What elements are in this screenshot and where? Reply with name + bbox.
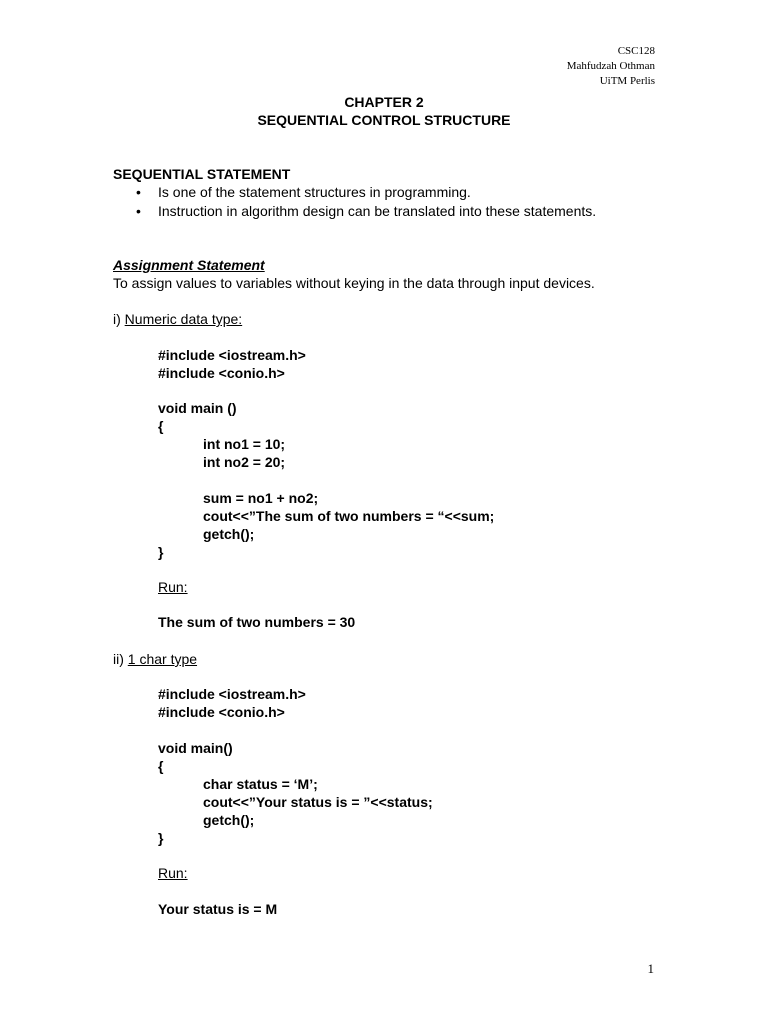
run-output: Your status is = M	[158, 901, 278, 917]
code-line: getch();	[203, 526, 255, 542]
run-label: Run:	[158, 579, 188, 595]
bullet-item: Instruction in algorithm design can be translated into these statements.	[158, 203, 597, 219]
code-line: {	[158, 418, 164, 434]
code-line: }	[158, 830, 164, 846]
example-2-title: 1 char type	[127, 651, 198, 667]
code-line: {	[158, 758, 164, 774]
example-2-prefix: ii)	[113, 651, 128, 667]
example-2-label	[113, 650, 197, 668]
code-line: cout<<”The sum of two numbers = “<<sum;	[203, 508, 495, 524]
example-1-prefix: i)	[113, 311, 125, 327]
chapter-number: CHAPTER 2	[344, 94, 424, 110]
code-line: #include <iostream.h>	[158, 347, 306, 363]
code-line: char status = ‘M’;	[203, 776, 318, 792]
author-name: Mahfudzah Othman	[566, 60, 655, 72]
code-line: getch();	[203, 812, 255, 828]
example-1-title: Numeric data type:	[124, 311, 243, 327]
example-1-label	[113, 310, 242, 328]
code-line: cout<<”Your status is = ”<<status;	[203, 794, 433, 810]
bullet-item: Is one of the statement structures in programming.	[158, 184, 471, 200]
page-header	[567, 44, 655, 89]
code-line: int no2 = 20;	[203, 454, 286, 470]
code-line: #include <iostream.h>	[158, 686, 306, 702]
run-label: Run:	[158, 865, 188, 881]
page-number: 1	[647, 961, 654, 976]
code-line: #include <conio.h>	[158, 365, 285, 381]
chapter-title: SEQUENTIAL CONTROL STRUCTURE	[257, 112, 511, 128]
code-line: void main ()	[158, 400, 237, 416]
code-line: #include <conio.h>	[158, 704, 285, 720]
institution-name: UiTM Perlis	[599, 75, 655, 87]
assignment-heading: Assignment Statement	[113, 257, 265, 273]
code-line: sum = no1 + no2;	[203, 490, 319, 506]
code-line: int no1 = 10;	[203, 436, 286, 452]
run-output: The sum of two numbers = 30	[158, 614, 356, 630]
section-heading: SEQUENTIAL STATEMENT	[113, 166, 291, 182]
course-code: CSC128	[617, 45, 655, 57]
bullet-dot: •	[136, 184, 141, 200]
assignment-description: To assign values to variables without keying in the data through input devices.	[113, 275, 595, 291]
code-line: void main()	[158, 740, 233, 756]
bullet-dot: •	[136, 203, 141, 219]
code-line: }	[158, 544, 164, 560]
